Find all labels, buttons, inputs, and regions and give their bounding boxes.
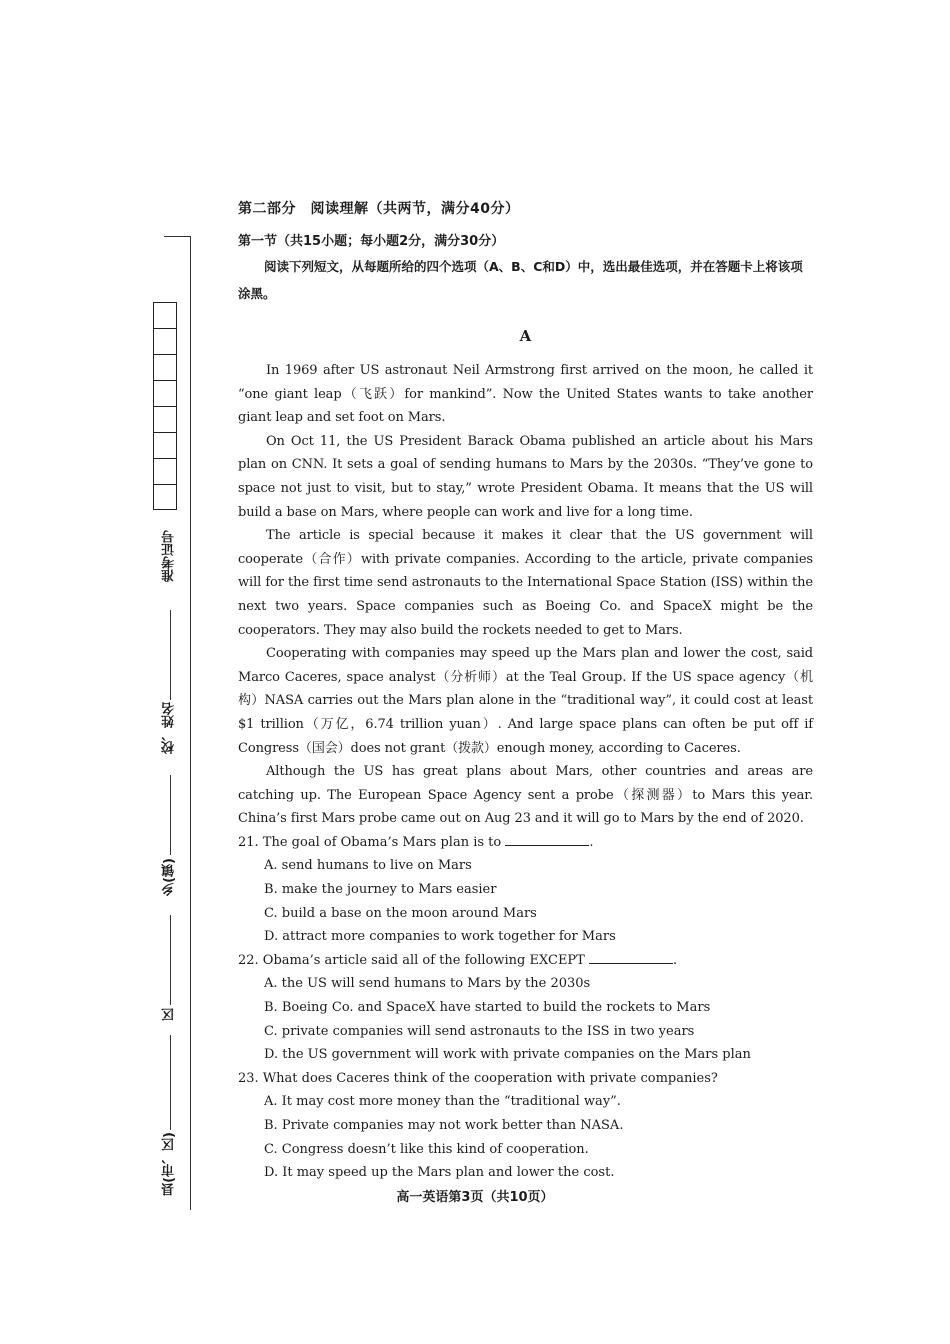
option-b: B. Private companies may not work better than NASA. — [264, 1118, 624, 1133]
margin-fill-line — [170, 915, 171, 1005]
option-c: C. build a base on the moon around Mars — [264, 905, 537, 921]
exam-number-label: 准考证号 — [162, 530, 177, 582]
question-suffix: . — [673, 952, 678, 968]
margin-fill-line — [170, 610, 171, 700]
option-c: C. private companies will send astronauts to the ISS in two years — [264, 1023, 695, 1039]
page-footer: 高一英语第3页（共10页） — [396, 1190, 554, 1205]
question-suffix: . — [589, 834, 594, 850]
passage-paragraph: The article is special because it makes it clear that the US government will cooperate（合作）with private companies. According to the article, private companies will for the first time send astronauts to the International Space Station (ISS) within the next two years. Space companies such as Boeing Co. and SpaceX might be the cooperators. They may also build the rockets needed to get to Mars. — [238, 528, 813, 638]
school-name-label: 校、姓名 — [162, 702, 177, 754]
passage-paragraph: Although the US has great plans about Mars, other countries and areas are catching up. The European Space Agency sent a probe（探测器）to Mars this year. China’s first Mars probe came out on Aug 23 and it will go to Mars by the end of 2020. — [238, 764, 813, 827]
question-stem — [238, 949, 813, 973]
exam-number-box — [153, 380, 177, 406]
exam-number-box — [153, 406, 177, 432]
question-23 — [238, 1067, 813, 1185]
option-a: A. It may cost more money than the “traditional way”. — [264, 1094, 621, 1110]
section-title: 第二部分 阅读理解（共两节，满分40分） — [238, 201, 520, 217]
margin-fill-line — [170, 1035, 171, 1130]
exam-number-box — [153, 458, 177, 484]
question-22 — [238, 949, 813, 1067]
passage-paragraph: On Oct 11, the US President Barack Obama published an article about his Mars plan on CNN. It sets a goal of sending humans to Mars by the 2030s. “They’ve gone to space not just to visit, but to stay,” wrote President Obama. It means that the US will build a base on Mars, where people can work and live for a long time. — [238, 433, 813, 520]
margin-vertical-rule — [190, 236, 191, 1210]
township-label: 乡(镇) — [162, 858, 177, 896]
passage-paragraph: In 1969 after US astronaut Neil Armstrong first arrived on the moon, he called it “one giant leap（飞跃）for mankind”. Now the United States wants to take another giant leap and set foot on Mars. — [238, 363, 813, 426]
passage — [238, 359, 813, 831]
question-stem-text: 21. The goal of Obama’s Mars plan is to — [238, 834, 502, 850]
question-stem — [238, 831, 813, 855]
exam-number-box — [153, 328, 177, 354]
binding-margin — [150, 230, 190, 1210]
exam-number-box — [153, 432, 177, 458]
answer-blank — [505, 833, 589, 846]
exam-number-boxes — [153, 302, 177, 510]
question-stem-text: 23. What does Caceres think of the cooperation with private companies? — [238, 1070, 718, 1086]
option-b: B. make the journey to Mars easier — [264, 882, 497, 898]
question-stem-text: 22. Obama’s article said all of the following EXCEPT — [238, 952, 585, 968]
margin-fill-line — [170, 775, 171, 855]
option-d: D. attract more companies to work together for Mars — [264, 929, 616, 945]
option-a: A. send humans to live on Mars — [264, 858, 472, 874]
exam-content — [238, 198, 813, 1185]
answer-blank — [589, 951, 673, 964]
passage-letter: A — [519, 327, 532, 345]
question-stem — [238, 1067, 813, 1091]
exam-number-box — [153, 302, 177, 328]
instructions: 阅读下列短文，从每题所给的四个选项（A、B、C和D）中，选出最佳选项，并在答题卡上将该项涂黑。 — [238, 259, 803, 301]
passage-paragraph: Cooperating with companies may speed up the Mars plan and lower the cost, said Marco Caceres, space analyst（分析师）at the Teal Group. If the US space agency（机构）NASA carries out the Mars plan alone in the “traditional way”, it could cost at least $1 trillion（万亿，6.74 trillion yuan）. And large space plans can often be put off if Congress（国会）does not grant（拨款）enough money, according to Caceres. — [238, 646, 813, 756]
option-b: B. Boeing Co. and SpaceX have started to build the rockets to Mars — [264, 1000, 711, 1016]
option-a: A. the US will send humans to Mars by the 2030s — [264, 976, 591, 992]
county-label: 县(市、区) — [162, 1132, 177, 1196]
exam-number-box — [153, 484, 177, 510]
option-c: C. Congress doesn’t like this kind of cooperation. — [264, 1141, 589, 1157]
margin-top-rule — [164, 236, 190, 237]
option-d: D. It may speed up the Mars plan and lower the cost. — [264, 1165, 615, 1181]
exam-number-box — [153, 354, 177, 380]
option-d: D. the US government will work with private companies on the Mars plan — [264, 1047, 751, 1063]
subsection-title: 第一节（共15小题；每小题2分，满分30分） — [238, 234, 505, 249]
question-21 — [238, 831, 813, 949]
district-label: 区 — [162, 1008, 177, 1021]
